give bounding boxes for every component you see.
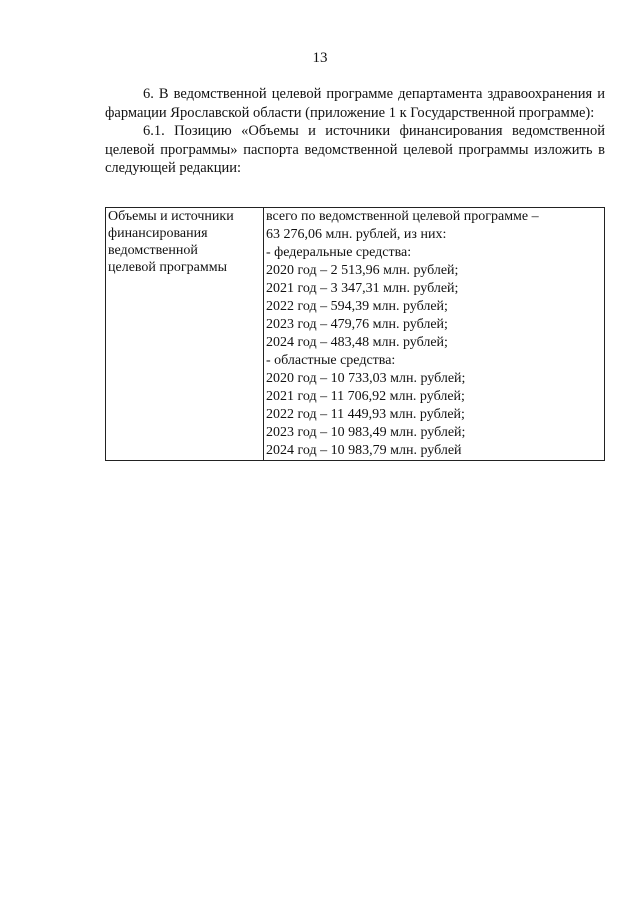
left-cell-line: ведомственной	[108, 243, 198, 258]
table-cell-position-name	[106, 208, 264, 461]
paragraph-6-1: 6.1. Позицию «Объемы и источники финансирования ведомственной целевой программы» паспорта ведомственной целевой программы изложить в следующей редакции:	[105, 123, 605, 176]
left-cell-line: Объемы и источники	[108, 209, 234, 224]
table-row	[106, 208, 605, 461]
financing-line-federal: 2020 год – 2 513,96 млн. рублей;	[266, 263, 459, 278]
financing-line-regional: 2024 год – 10 983,79 млн. рублей	[266, 443, 462, 458]
financing-line-federal: 2023 год – 479,76 млн. рублей;	[266, 317, 448, 332]
financing-line-regional: 2022 год – 11 449,93 млн. рублей;	[266, 407, 465, 422]
financing-line-federal: 2021 год – 3 347,31 млн. рублей;	[266, 281, 459, 296]
financing-line-regional: 2023 год – 10 983,49 млн. рублей;	[266, 425, 466, 440]
table-cell-financing-values	[264, 208, 605, 461]
left-cell-line: финансирования	[108, 226, 208, 241]
left-cell-line: целевой программы	[108, 260, 227, 275]
financing-line-federal-header: - федеральные средства:	[266, 245, 412, 260]
financing-line-total: всего по ведомственной целевой программе –	[266, 209, 539, 224]
page-number: 13	[312, 50, 328, 66]
financing-line-regional-header: - областные средства:	[266, 353, 396, 368]
document-body	[105, 85, 605, 178]
financing-line-total-amount: 63 276,06 млн. рублей, из них:	[266, 227, 447, 242]
financing-line-regional: 2021 год – 11 706,92 млн. рублей;	[266, 389, 465, 404]
financing-line-federal: 2024 год – 483,48 млн. рублей;	[266, 335, 448, 350]
financing-table	[105, 207, 605, 461]
financing-line-federal: 2022 год – 594,39 млн. рублей;	[266, 299, 448, 314]
financing-line-regional: 2020 год – 10 733,03 млн. рублей;	[266, 371, 466, 386]
paragraph-6: 6. В ведомственной целевой программе департамента здравоохранения и фармации Ярославской области (приложение 1 к Государственной программе):	[105, 86, 605, 121]
